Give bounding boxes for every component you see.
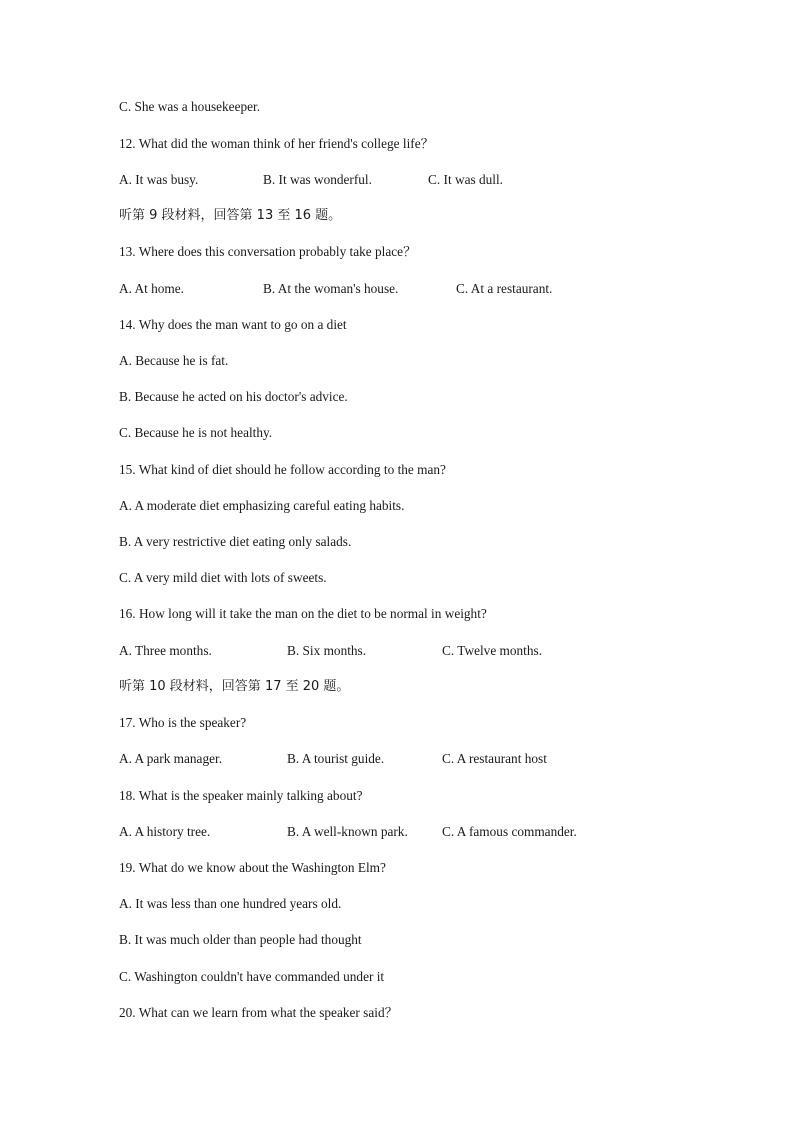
question-line: 15. What kind of diet should he follow according to the man? — [119, 462, 446, 477]
answer-option: A. It was busy. — [119, 172, 199, 187]
answer-option: B. A well-known park. — [287, 824, 408, 839]
question-line: 17. Who is the speaker? — [119, 715, 247, 730]
question-line: 20. What can we learn from what the speaker said？ — [119, 1005, 398, 1020]
question-line: 18. What is the speaker mainly talking about? — [119, 788, 363, 803]
question-line: B. Because he acted on his doctor's advice. — [119, 389, 348, 404]
question-line: 14. Why does the man want to go on a diet — [119, 317, 347, 332]
options-row — [119, 280, 679, 298]
question-line: 19. What do we know about the Washington Elm? — [119, 860, 386, 875]
question-line: C. Because he is not healthy. — [119, 425, 273, 440]
options-row — [119, 642, 679, 660]
question-line: 13. Where does this conversation probably take place？ — [119, 244, 417, 259]
section-instruction: 听第 10 段材料，回答第 17 至 20 题。 — [119, 679, 350, 694]
question-line: A. Because he is fat. — [119, 353, 229, 368]
question-line: C. A very mild diet with lots of sweets. — [119, 570, 327, 585]
options-row — [119, 750, 679, 768]
answer-option: A. A park manager. — [119, 751, 223, 766]
answer-option: B. A tourist guide. — [287, 751, 385, 766]
question-line: C. Washington couldn't have commanded under it — [119, 969, 385, 984]
answer-option: A. Three months. — [119, 643, 212, 658]
question-line: A. A moderate diet emphasizing careful eating habits. — [119, 498, 405, 513]
answer-option: A. At home. — [119, 281, 185, 296]
answer-option: B. It was wonderful. — [263, 172, 372, 187]
question-line: 16. How long will it take the man on the diet to be normal in weight? — [119, 606, 487, 621]
question-line: B. A very restrictive diet eating only salads. — [119, 534, 352, 549]
question-line: 12. What did the woman think of her friend's college life？ — [119, 136, 434, 151]
answer-option: C. Twelve months. — [442, 643, 543, 658]
answer-option: C. At a restaurant. — [456, 281, 553, 296]
question-line: C. She was a housekeeper. — [119, 99, 261, 114]
question-line: A. It was less than one hundred years old. — [119, 896, 342, 911]
answer-option: C. A restaurant host — [442, 751, 547, 766]
answer-option: B. Six months. — [287, 643, 367, 658]
options-row — [119, 823, 679, 841]
answer-option: A. A history tree. — [119, 824, 211, 839]
question-line: B. It was much older than people had thought — [119, 932, 362, 947]
options-row — [119, 171, 679, 189]
answer-option: B. At the woman's house. — [263, 281, 399, 296]
answer-option: C. It was dull. — [428, 172, 503, 187]
answer-option: C. A famous commander. — [442, 824, 577, 839]
section-instruction: 听第 9 段材料，回答第 13 至 16 题。 — [119, 208, 342, 223]
